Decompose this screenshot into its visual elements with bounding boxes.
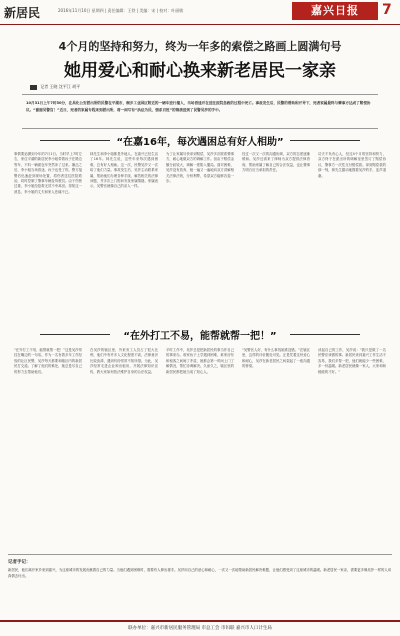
byline-tag-icon [30, 85, 37, 90]
masthead-logo: 嘉兴日报 [292, 2, 378, 20]
byline-text: 记者 王晓 沈平江 胡平 [40, 84, 81, 89]
section-2-heading: “在外打工不易，能帮就帮一把！” [123, 331, 277, 342]
reporter-note-body: 新居民，他们离开家乡来到嘉兴，为这座城市的发展贡献着自己的力量。当他们遇到困难时，需要有人伸出援手。吴莎用自己的爱心和耐心，一次又一次地帮助新居民解决难题，让他们感受到了这座城市的温暖。新老居民一家亲，需要更多像吴莎一样的人用真情去付出。 [8, 568, 392, 578]
byline [30, 84, 80, 92]
section-1-heading: “在嘉16年，每次遇困总有好人相助” [116, 137, 284, 148]
edition-info: 2016年11月10日 星期四 | 责任编辑：王铁 | 美编：宋 | 校对：叶丽敏 [58, 8, 184, 13]
section-1-column-2: 林先生和李小姐都是外地人，在嘉兴已经生活了16年。林先生说，这些年来每次遇到困难，总有好人相助。这一次，民警吴莎又一次给了他们力量。事故发生后，吴莎主动联系家属，帮助他们办理各种手续，解答相关的法律问题，并多次上门慰问安抚家属情绪。家属表示，吴警官就像自己的亲人一样。 [90, 152, 158, 189]
section-title: 新居民 [4, 6, 41, 20]
divider [8, 554, 392, 555]
section-2-column-2: 在吴莎的辖区里，外来务工人员占了很大比例，他们中有许多人文化程度不高，法律意识比较淡薄，遇到纠纷常常不知所措。为此，吴莎经常走进企业和出租房，开展法律知识宣传，教大家如何依法维护自身的合法权益。 [90, 348, 158, 374]
reporter-note-title: 记者手记： [8, 560, 31, 565]
divider [22, 128, 378, 129]
top-bar [0, 0, 400, 25]
article-subhead: 4个月的坚持和努力，终为一年多的索偿之路画上圆满句号 [58, 40, 342, 53]
section-2-column-4: “吴警官人好，有什么事找她准没错。”在辖区里，这样的评价随处可见。正是凭着这份爱心和耐心，吴莎在新老居民之间架起了一座沟通的桥梁。 [242, 348, 310, 369]
section-2-column-5: 谈起自己的工作，吴莎说：“我只是做了一名民警应该做的事。新居民来到嘉兴工作生活不容易，我们多帮一把，他们就能少一些困难，多一份温暖。新老居民就像一家人，大家和和睦睦的才好。” [318, 348, 386, 374]
page-number: 7 [382, 2, 392, 18]
footer-sponsors: 联办单位：嘉兴市新居民服务管理局 市总工会 市妇联 嘉兴市人口计生局 [0, 620, 400, 636]
section-1-column-3: 为了让家属尽快拿到赔偿，吴莎多次联系肇事方，耐心地做双方的调解工作。但由于赔偿金额分歧较大，调解一度陷入僵局。面对困难，吴莎没有放弃，她一遍又一遍地向双方讲解相关法律法规，分析利弊，希望双方能够各退一步。 [166, 152, 234, 184]
section-1-column-1: 事情要追溯到今年的7月1日。当时早上7时左右，家住平湖的新居民李小姐带着孩子在路边等车，不料一辆面包车突然冲了过来。撞击之后，李小姐当场昏迷，孩子也受了伤。警方接警后迅速赶到现场处置，将伤者送往医院救治，同时控制了肇事车辆及驾驶员。由于伤势过重，李小姐经抢救无效不幸离世。得知这一消息，李小姐的丈夫和家人悲痛不已。 [14, 152, 82, 194]
reporter-note [8, 560, 392, 579]
divider [22, 94, 378, 95]
article-headline: 她用爱心和耐心换来新老居民一家亲 [64, 61, 336, 81]
article-lead: 10月31日上午7时50分，在昌化公安派出所的民警在平湖市，桐乡工业园区附近的一辆车逆行撞人，当场昏迷并在送往医院急救的过程中死亡。事故发生后，民警的帮助和开导下，死者家属最终与肇事方达成了赔偿协议。“谢谢吴警官！”近日，死者的家属专程来到派出所，将一面写有“执法为民，情系百姓”的锦旗送到了民警吴莎的手中。 [26, 101, 371, 112]
section-2-column-1: “在外打工不易，能帮就帮一把！”这是吴莎常挂在嘴边的一句话。作为一名有着多年工作经验的社区民警，吴莎每天都要和辖区内的新居民打交道。了解了他们的难处，她总是尽自己的努力去帮助他们。 [14, 348, 82, 374]
section-2-column-3: 平时工作中，吴莎总是把新居民的事当作自己的事来办。谁家孩子上学遇到困难，谁家房东和租客之间闹了矛盾，她都会第一时间上门了解情况，帮忙协调解决。久而久之，辖区里的新居民都把她当成了知心人。 [166, 348, 234, 374]
section-1-column-4: 经过一次又一次的沟通协调，双方的态度逐渐缓和。吴莎还请来了律师为双方提供法律咨询，帮助家属了解自己的合法权益，也让肇事方明白应当承担的责任。 [242, 152, 310, 173]
section-1-column-5: 功夫不负有心人，经过4个月的坚持和努力，双方终于在派出所的调解室里签订了赔偿协议，肇事方一次性支付赔偿款。拿到赔偿款的那一刻，林先生激动地握着吴莎的手，连声道谢。 [318, 152, 386, 178]
